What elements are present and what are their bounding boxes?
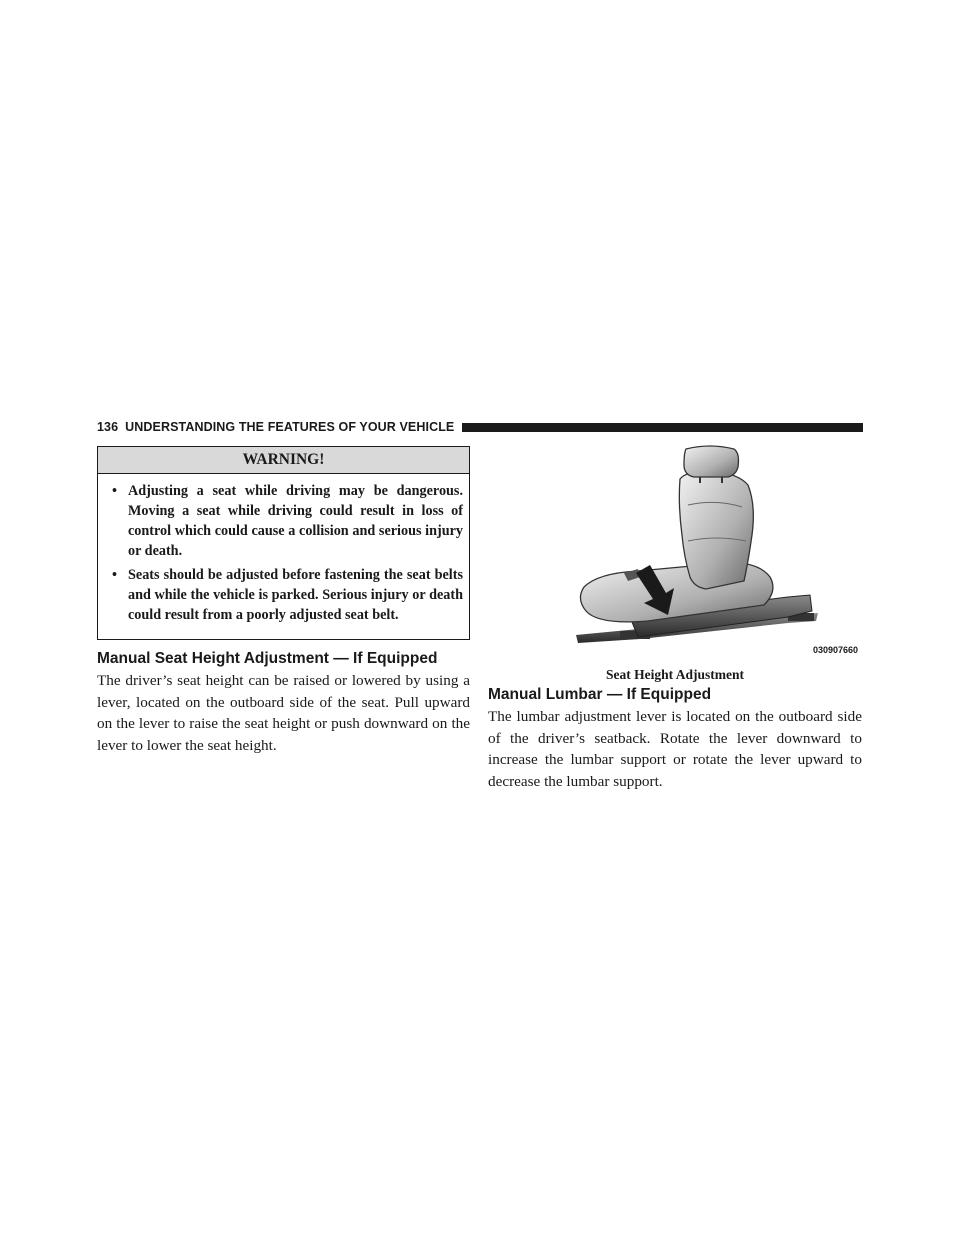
lumbar-body: The lumbar adjustment lever is located on the outboard side of the driver’s seatback. Rotate the lever downward to increase the lumbar support or rotate the lever upward to decrease the lumbar support. bbox=[488, 708, 862, 790]
seat-height-heading: Manual Seat Height Adjustment — If Equipped bbox=[97, 650, 438, 667]
bullet-icon: • bbox=[112, 567, 117, 583]
warning-item-text: Seats should be adjusted before fastening the seat belts and while the vehicle is parked. Serious injury or death could result from a poorly adjusted seat belt. bbox=[128, 567, 463, 623]
warning-item-text: Adjusting a seat while driving may be dangerous. Moving a seat while driving could result in loss of control which could cause a collision and serious injury or death. bbox=[128, 483, 463, 559]
figure-caption: Seat Height Adjustment bbox=[606, 667, 744, 682]
seat-drawing bbox=[488, 445, 862, 661]
seat-height-body: The driver’s seat height can be raised or lowered by using a lever, located on the outboard side of the seat. Pull upward on the lever to raise the seat height or push downward on the lever to lower the seat height. bbox=[97, 672, 470, 754]
seat-illustration bbox=[488, 445, 862, 661]
bullet-icon: • bbox=[112, 483, 117, 499]
warning-item bbox=[112, 565, 463, 625]
page-header bbox=[97, 418, 863, 436]
warning-item bbox=[112, 481, 463, 561]
warning-list bbox=[98, 474, 469, 625]
warning-box bbox=[97, 446, 470, 640]
figure-code: 030907660 bbox=[812, 645, 858, 655]
header-rule bbox=[462, 423, 863, 432]
lumbar-heading: Manual Lumbar — If Equipped bbox=[488, 686, 712, 703]
page-number: 136 bbox=[97, 420, 119, 434]
section-title: UNDERSTANDING THE FEATURES OF YOUR VEHICLE bbox=[125, 420, 455, 434]
warning-title: WARNING! bbox=[98, 447, 469, 474]
